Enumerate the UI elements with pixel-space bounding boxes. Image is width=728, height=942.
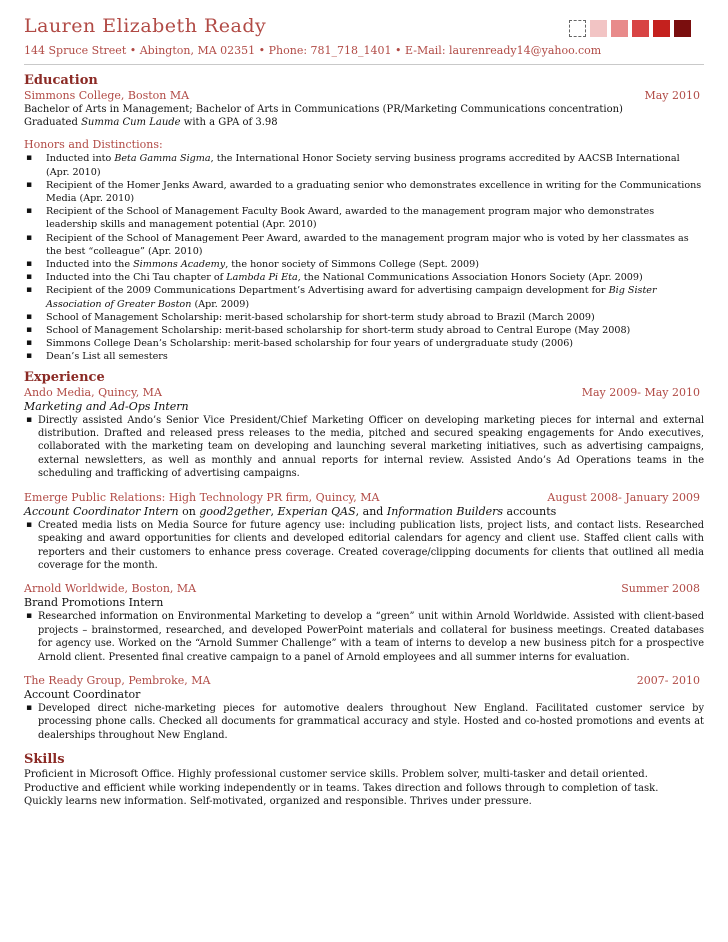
job-role: Account Coordinator [24,687,141,701]
color-swatch [653,20,670,37]
honor-item [24,337,704,350]
job-description: ▪ Directly assisted Ando’s Senior Vice President/Chief Marketing Officer on developing marketing pieces for internal and external distribution. Drafted and released press releases to the media, pitched and secured speaking engagements for Ando executives, collaborated with the marketing team on developing and launching several marketing initiatives, such as advertising campaigns, external newsletters, as well as monthly and annual reports for internal review. Assisted Ando’s Ad Operations teams in the scheduling and trafficking of advertising campaigns. [24,414,704,481]
honors-list [24,152,704,363]
job-role [24,400,704,414]
honor-emphasis: Big Sister Association of Greater Boston [46,285,657,310]
color-swatch [611,20,628,37]
job-header [24,582,704,596]
skills-line: Quickly learns new information. Self-motivated, organized and responsible. Thrives under pressure. [24,795,532,807]
role-connector: on [178,504,200,518]
skills-line: Productive and efficient while working independently or in teams. Takes direction and follows through to completion of task. [24,782,659,794]
honor-text: Inducted into [46,153,115,165]
name-heading: Lauren Elizabeth Ready [24,15,267,37]
job-description: ▪ Developed direct niche-marketing pieces for automotive dealers throughout New England. Facilitated customer service by processing phone calls. Checked all documents for grammatical accuracy and style. Hosted and co-hosted promotions and events at dealerships throughout New England. [24,702,704,742]
role-connector: , and [355,504,387,518]
honor-text-tail: , the National Communications Association Honors Society (Apr. 2009) [297,272,643,284]
account-name: Experian QAS [277,504,356,518]
account-name: Information Builders [386,504,504,518]
honor-emphasis: Simmons Academy [133,259,226,271]
skills-section [24,752,704,808]
header-divider [24,64,704,65]
job-description: ▪ Created media lists on Media Source for future agency use: including publication lists, project lists, and contact lists. Researched speaking and award opportunities for clients and developed editorial calendars for agency and client use. Staffed client calls with reporters and their customers to enhance press coverage. Created coverage/clipping documents for clients that outlined all media coverage for the month. [24,519,704,573]
school-name: Simmons College, Boston MA [24,89,190,102]
honor-emphasis: Beta Gamma Sigma [114,153,211,165]
color-swatch [632,20,649,37]
color-swatches [569,20,691,37]
honor-text: School of Management Scholarship: merit-based scholarship for short-term study abroad to Brazil (March 2009) [46,311,595,323]
job-entry [24,386,704,481]
honor-item [24,350,704,363]
education-section [24,73,704,364]
honor-text-tail: (Apr. 2009) [191,298,250,310]
job-description: ▪ Researched information on Environmental Marketing to develop a “green” unit within Arnold Worldwide. Assisted with client-based projects – brainstormed, researched, and developed PowerPoint materials and collateral for business meetings. Created databases for agency use. Worked on the “Arnold Summer Challenge” with a team of interns to develop a new business pitch for a prospective Arnold client. Presented final creative campaign to a panel of Arnold employees and all summer interns for evaluation. [24,610,704,664]
honors-title: Honors and Distinctions: [24,138,163,152]
job-entry [24,491,704,573]
education-date: May 2010 [644,89,700,102]
honor-text: Inducted into the Chi Tau chapter of [46,272,227,284]
job-entry [24,582,704,664]
honor-item [24,311,704,324]
color-swatch [590,20,607,37]
job-entry [24,674,704,742]
job-header [24,674,704,688]
school-row [24,89,704,103]
honor-item [24,284,704,310]
honor-text: Inducted into the [46,259,134,271]
skills-title: Skills [24,752,65,768]
grad-suffix: with a GPA of 3.98 [180,117,278,129]
job-company: The Ready Group, Pembroke, MA [24,673,211,687]
job-header [24,386,704,400]
honor-item [24,324,704,337]
job-role: Brand Promotions Intern [24,596,164,610]
honor-item [24,258,704,271]
graduation-line [24,116,704,129]
honor-text: Recipient of the 2009 Communications Department’s Advertising award for advertising campaign development for [46,285,609,297]
job-company: Ando Media, Quincy, MA [24,385,162,399]
honor-item [24,232,704,258]
color-swatch [569,20,586,37]
grad-prefix: Graduated [24,117,82,129]
experience-section [24,370,704,743]
job-role-text: Marketing and Ad-Ops Intern [24,399,189,413]
honor-text-tail: , the International Honor Society serving business programs accredited by AACSB International (Apr. 2010) [46,153,680,178]
honor-item [24,179,704,205]
degree-line: Bachelor of Arts in Management; Bachelor of Arts in Communications (PR/Marketing Communications concentration) [24,104,623,115]
account-name: good2gether [199,504,271,518]
experience-title: Experience [24,369,105,385]
education-title: Education [24,73,98,88]
honor-text-tail: , the honor society of Simmons College (Sept. 2009) [225,259,479,271]
honor-item [24,205,704,231]
job-header [24,491,704,505]
job-company: Arnold Worldwide, Boston, MA [24,582,197,596]
job-date: May 2009- May 2010 [581,385,700,399]
color-swatch [674,20,691,37]
honor-text: Recipient of the Homer Jenks Award, awarded to a graduating senior who demonstrates excellence in writing for the Communications Media (Apr. 2010) [46,179,702,205]
job-date: Summer 2008 [621,582,700,596]
job-date: August 2008- January 2009 [547,490,700,504]
job-role-text: Account Coordinator Intern [24,504,179,518]
job-company: Emerge Public Relations: High Technology PR firm, Quincy, MA [24,490,380,504]
role-connector: accounts [503,504,557,518]
honor-text: School of Management Scholarship: merit-based scholarship for short-term study abroad to Central Europe (May 2008) [46,325,631,337]
resume-page [24,14,704,808]
honor-text: Dean’s List all semesters [46,351,168,363]
skills-line: Proficient in Microsoft Office. Highly professional customer service skills. Problem solver, multi-tasker and detail oriented. [24,769,648,781]
honor-text: Recipient of the School of Management Peer Award, awarded to the management program major who is voted by her classmates as the best “colleague” (Apr. 2010) [46,232,689,257]
contact-line: 144 Spruce Street • Abington, MA 02351 • Phone: 781_718_1401 • E-Mail: laurenready14@yahoo.com [24,44,602,57]
honor-emphasis: Lambda Pi Eta [226,272,298,284]
honor-item [24,271,704,284]
honor-text: Simmons College Dean’s Scholarship: merit-based scholarship for four years of undergraduate study (2006) [46,338,574,350]
honor-item [24,152,704,178]
job-role [24,505,704,519]
grad-honor: Summa Cum Laude [81,117,181,129]
job-date: 2007- 2010 [636,673,700,687]
honor-text: Recipient of the School of Management Faculty Book Award, awarded to the management program major who demonstrates leadership skills and management potential (Apr. 2010) [46,206,655,231]
role-connector: , [270,504,278,518]
